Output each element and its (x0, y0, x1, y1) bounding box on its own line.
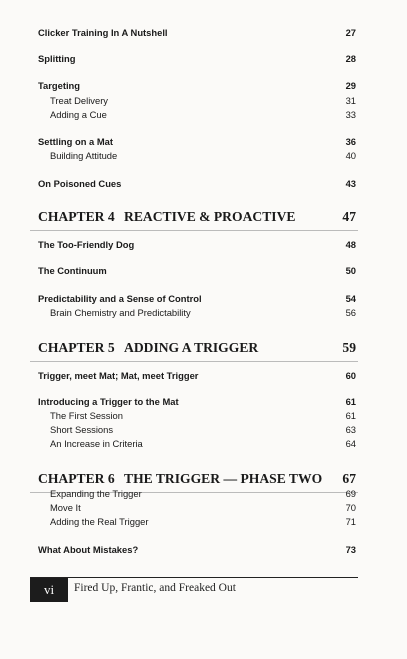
entry-page: 64 (345, 438, 356, 449)
toc-entry (38, 544, 356, 556)
chapter-divider (30, 230, 358, 231)
entry-title: Targeting (38, 80, 81, 91)
entry-title: Adding a Cue (50, 109, 107, 120)
entry-page: 40 (345, 150, 356, 161)
entry-page: 70 (345, 502, 356, 513)
entry-title: The First Session (50, 410, 123, 421)
entry-page: 33 (345, 109, 356, 120)
footer-page-number: vi (30, 578, 68, 602)
toc-entry (38, 293, 356, 305)
entry-title: Predictability and a Sense of Control (38, 293, 202, 304)
chapter-page: 67 (342, 471, 356, 486)
entry-title: The Too-Friendly Dog (38, 239, 135, 250)
entry-title: Expanding the Trigger (50, 488, 142, 499)
chapter-heading (38, 468, 356, 490)
toc-subentry (50, 307, 356, 319)
entry-page: 63 (345, 424, 356, 435)
chapter-heading (38, 337, 356, 359)
chapter-number: CHAPTER 5 (38, 340, 115, 355)
toc-entry (38, 239, 356, 251)
toc-subentry (50, 502, 356, 514)
entry-page: 56 (345, 307, 356, 318)
entry-title: Settling on a Mat (38, 136, 113, 147)
toc-subentry (50, 438, 356, 450)
toc-subentry (50, 95, 356, 107)
entry-title: On Poisoned Cues (38, 178, 122, 189)
toc-entry (38, 53, 356, 65)
toc-entry (38, 265, 356, 277)
entry-page: 54 (345, 293, 356, 304)
toc-entry (38, 136, 356, 148)
entry-title: Treat Delivery (50, 95, 108, 106)
entry-title: The Continuum (38, 265, 107, 276)
entry-page: 28 (345, 53, 356, 64)
chapter-title: REACTIVE & PROACTIVE (124, 209, 296, 224)
entry-title: Splitting (38, 53, 76, 64)
toc-subentry (50, 150, 356, 162)
toc-entry (38, 370, 356, 382)
toc-subentry (50, 109, 356, 121)
entry-title: Adding the Real Trigger (50, 516, 149, 527)
entry-title: What About Mistakes? (38, 544, 139, 555)
entry-title: Building Attitude (50, 150, 118, 161)
entry-page: 61 (345, 396, 356, 407)
chapter-divider (30, 361, 358, 362)
chapter-number: CHAPTER 4 (38, 209, 115, 224)
entry-page: 71 (345, 516, 356, 527)
entry-title: Move It (50, 502, 81, 513)
footer-book-title: Fired Up, Frantic, and Freaked Out (74, 582, 236, 594)
entry-page: 69 (345, 488, 356, 499)
entry-title: Clicker Training In A Nutshell (38, 27, 168, 38)
entry-page: 31 (345, 95, 356, 106)
toc-entry (38, 396, 356, 408)
chapter-title: THE TRIGGER — PHASE TWO (124, 471, 323, 486)
chapter-number: CHAPTER 6 (38, 471, 115, 486)
entry-title: Trigger, meet Mat; Mat, meet Trigger (38, 370, 199, 381)
toc-entry (38, 80, 356, 92)
toc-subentry (50, 488, 356, 500)
chapter-page: 47 (342, 209, 356, 224)
entry-title: An Increase in Criteria (50, 438, 143, 449)
toc-entry (38, 27, 356, 39)
entry-title: Brain Chemistry and Predictability (50, 307, 191, 318)
entry-page: 60 (345, 370, 356, 381)
entry-page: 48 (345, 239, 356, 250)
toc-entry (38, 178, 356, 190)
chapter-heading (38, 206, 356, 228)
footer-divider (30, 577, 358, 578)
entry-page: 27 (345, 27, 356, 38)
toc-subentry (50, 410, 356, 422)
entry-page: 29 (345, 80, 356, 91)
entry-page: 61 (345, 410, 356, 421)
chapter-title: ADDING A TRIGGER (124, 340, 259, 355)
entry-page: 43 (345, 178, 356, 189)
toc-subentry (50, 516, 356, 528)
entry-page: 36 (345, 136, 356, 147)
entry-title: Short Sessions (50, 424, 114, 435)
chapter-page: 59 (342, 340, 356, 355)
entry-title: Introducing a Trigger to the Mat (38, 396, 179, 407)
entry-page: 73 (345, 544, 356, 555)
toc-subentry (50, 424, 356, 436)
entry-page: 50 (345, 265, 356, 276)
